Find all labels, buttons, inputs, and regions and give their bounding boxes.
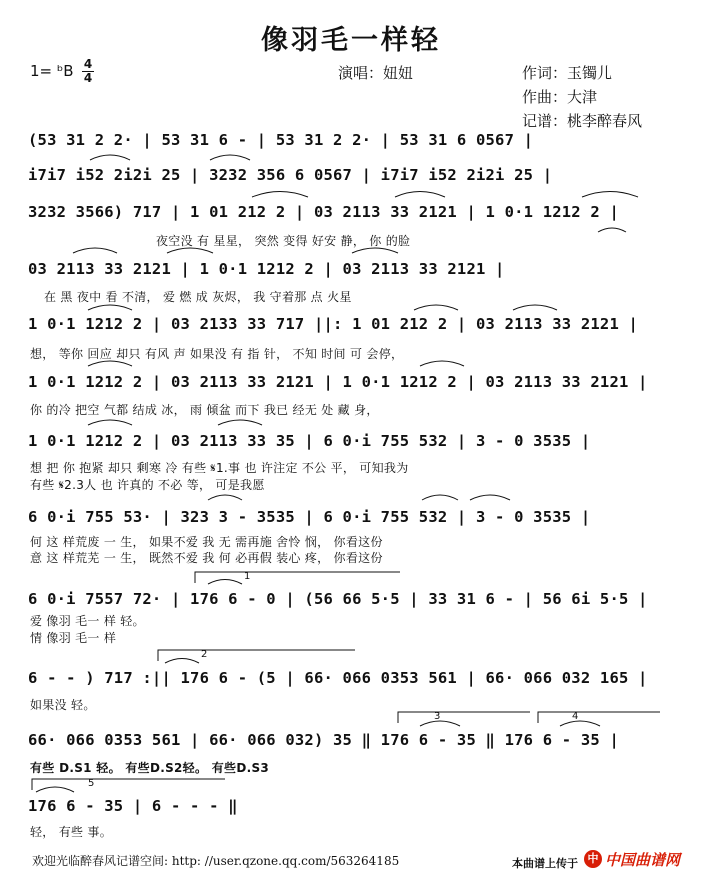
- lyric-line: 意 这 样荒芜 一 生， 既然不爱 我 何 必再假 装心 疼， 你看这份: [30, 551, 383, 565]
- volta-number: 3: [434, 711, 441, 722]
- lyric-line: 想， 等你 回应 却只 有风 声 如果没 有 指 针， 不知 时间 可 会停，: [30, 347, 404, 361]
- slur: [513, 305, 557, 310]
- lyric-line: 如果没 轻。: [30, 698, 96, 712]
- slur: [252, 192, 308, 198]
- slur: [598, 228, 626, 232]
- slur: [414, 305, 458, 310]
- lyric-line: 有些 D.S1 轻。 有些D.S2轻。 有些D.S3: [30, 761, 270, 775]
- score-row-5: 1 0·1 1212 2 | 03 2133 33 717 ||: 1 01 212 2 | 03 2113 33 2121 |: [28, 315, 639, 333]
- composer-credit: 作曲：大津: [522, 88, 598, 106]
- upload-text: 本曲谱上传于: [512, 857, 578, 870]
- slur: [395, 192, 445, 198]
- slur: [210, 155, 250, 160]
- lyric-line: 情 像羽 毛一 样: [30, 631, 117, 645]
- time-signature-bottom: 4: [83, 71, 93, 85]
- lyric-line: 轻， 有些 事。: [30, 825, 113, 839]
- volta-number: 4: [572, 711, 579, 722]
- lyric-line: 想 把 你 抱紧 却只 剩寒 冷 有些 𝄋1.事 也 许注定 不公 平， 可知我为: [30, 461, 409, 475]
- logo-icon: 中: [584, 850, 602, 868]
- volta-bracket: [195, 572, 400, 583]
- slur: [88, 305, 132, 310]
- score-row-9: 6 0·i 7557 72· | 176 6 - 0 | (56 66 5·5 | 33 31 6 - | 56 6i 5·5 |: [28, 590, 648, 608]
- slur: [167, 248, 213, 253]
- footer-text: 欢迎光临醉春风记谱空间: http: //user.qzone.qq.com/563264185: [32, 854, 400, 868]
- slur: [352, 248, 398, 253]
- slur: [165, 659, 199, 664]
- volta-number: 1: [244, 571, 251, 582]
- page-title: 像羽毛一样轻: [261, 25, 441, 56]
- score-row-3: 3232 3566) 717 | 1 01 212 2 | 03 2113 33 2121 | 1 0·1 1212 2 |: [28, 203, 619, 221]
- score-row-2: i7i7 i52 2i2i 25 | 3232 356 6 0567 | i7i7 i52 2i2i 25 |: [28, 166, 553, 184]
- slur: [218, 420, 262, 425]
- score-row-6: 1 0·1 1212 2 | 03 2113 33 2121 | 1 0·1 1212 2 | 03 2113 33 2121 |: [28, 373, 648, 391]
- site-logo[interactable]: [584, 848, 688, 870]
- key-signature: 1= ᵇB: [30, 62, 74, 80]
- lyric-line: 爱 像羽 毛一 样 轻。: [30, 614, 145, 628]
- volta-bracket: [32, 779, 225, 790]
- slur: [73, 248, 117, 253]
- score-row-10: 6 - - ) 717 :|| 176 6 - (5 | 66· 066 0353 561 | 66· 066 032 165 |: [28, 669, 648, 687]
- time-signature-top: 4: [83, 57, 93, 71]
- slur: [208, 495, 242, 500]
- volta-bracket: [538, 712, 660, 723]
- volta-number: 5: [88, 778, 95, 789]
- lyric-line: 有些 𝄋2.3人 也 许真的 不必 等， 可是我愿: [30, 478, 265, 492]
- lyric-line: 何 这 样荒废 一 生， 如果不爱 我 无 需再施 舍怜 悯， 你看这份: [30, 535, 383, 549]
- slur: [88, 420, 132, 425]
- score-row-8: 6 0·i 755 53· | 323 3 - 3535 | 6 0·i 755 532 | 3 - 0 3535 |: [28, 508, 591, 526]
- transcriber-credit: 记谱：桃李醉春风: [522, 112, 643, 130]
- score-row-1: (53 31 2 2· | 53 31 6 - | 53 31 2 2· | 53 31 6 0567 |: [28, 131, 534, 149]
- slur: [208, 580, 242, 585]
- slur: [422, 495, 458, 500]
- slur: [470, 495, 510, 500]
- logo-text: 中国曲谱网: [605, 851, 681, 869]
- slur: [90, 155, 130, 160]
- slur: [36, 787, 74, 792]
- score-row-7: 1 0·1 1212 2 | 03 2113 33 35 | 6 0·i 755 532 | 3 - 0 3535 |: [28, 432, 591, 450]
- slur: [582, 192, 638, 198]
- score-row-12: 176 6 - 35 | 6 - - - ‖: [28, 797, 238, 815]
- score-row-4: 03 2113 33 2121 | 1 0·1 1212 2 | 03 2113 33 2121 |: [28, 260, 505, 278]
- slur: [420, 361, 464, 366]
- volta-number: 2: [201, 649, 208, 660]
- slur: [88, 361, 132, 366]
- lyric-line: 你 的冷 把空 气都 结成 冰， 雨 倾盆 而下 我已 经无 处 藏 身，: [30, 403, 379, 417]
- volta-bracket: [398, 712, 530, 723]
- lyricist-credit: 作词：玉镯儿: [522, 64, 613, 82]
- singer-credit: 演唱：妞妞: [338, 64, 414, 82]
- lyric-line: 在 黑 夜中 看 不清， 爱 燃 成 灰烬， 我 守着那 点 火星: [44, 290, 352, 304]
- score-row-11: 66· 066 0353 561 | 66· 066 032) 35 ‖ 176 6 - 35 ‖ 176 6 - 35 |: [28, 731, 619, 749]
- lyric-line: 夜空没 有 星星， 突然 变得 好安 静， 你 的脸: [156, 234, 411, 248]
- slur: [560, 721, 600, 726]
